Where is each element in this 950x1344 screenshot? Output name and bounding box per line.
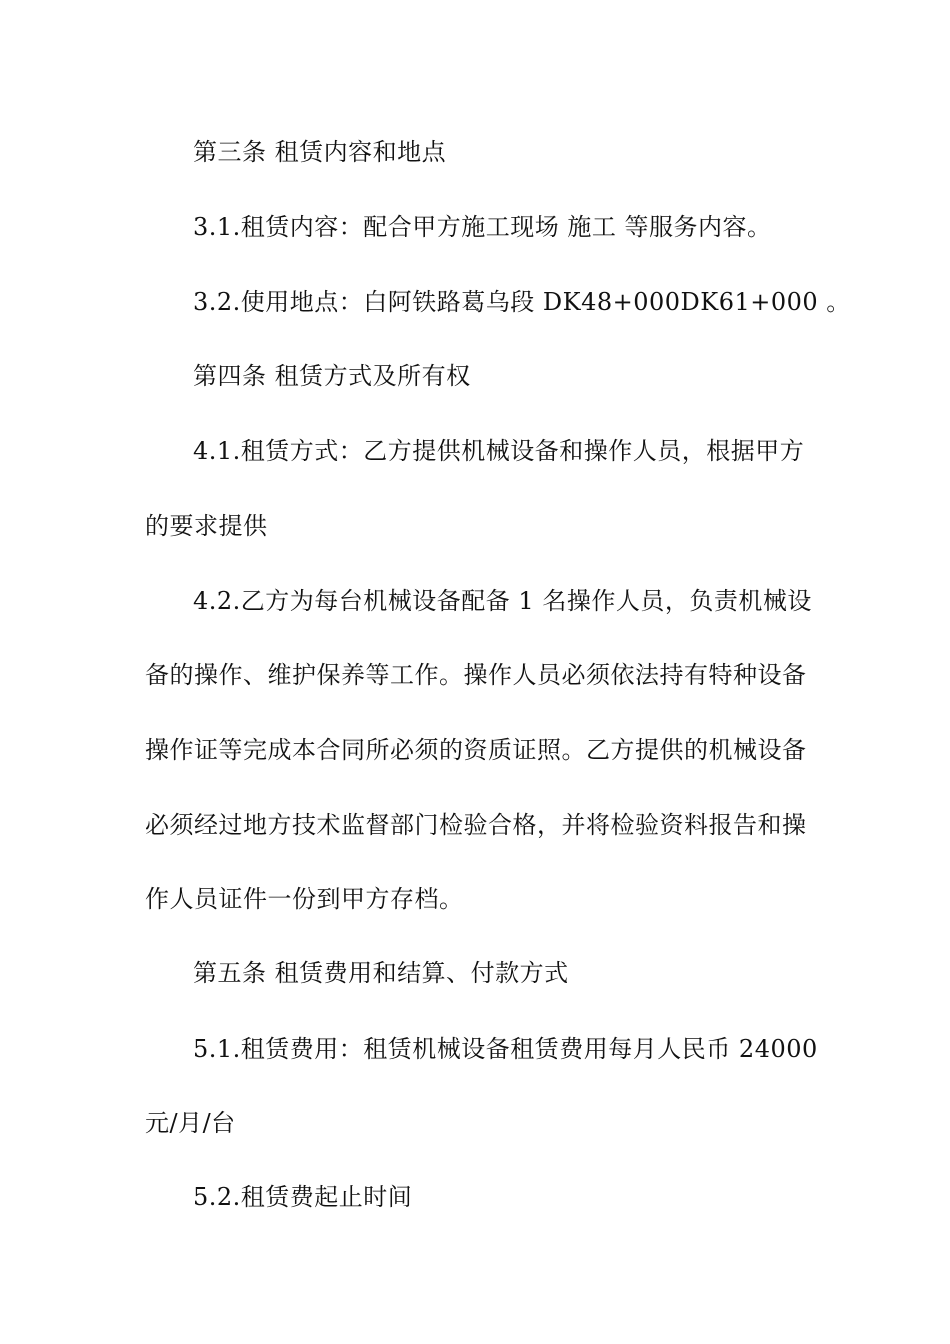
article-5-heading: 第五条 租赁费用和结算、付款方式	[193, 959, 569, 987]
article-4-heading: 第四条 租赁方式及所有权	[193, 362, 471, 390]
clause-4-2-line-1: 4.2.乙方为每台机械设备配备 1 名操作人员，负责机械设	[193, 587, 812, 615]
article-3-heading: 第三条 租赁内容和地点	[193, 138, 447, 166]
clause-5-2: 5.2.租赁费起止时间	[193, 1183, 413, 1211]
clause-4-1-line-1: 4.1.租赁方式：乙方提供机械设备和操作人员，根据甲方	[193, 437, 805, 465]
clause-5-1-line-1: 5.1.租赁费用：租赁机械设备租赁费用每月人民币 24000	[193, 1035, 818, 1063]
clause-3-2: 3.2.使用地点：白阿铁路葛乌段 DK48+000DK61+000 。	[193, 288, 851, 316]
clause-3-1: 3.1.租赁内容：配合甲方施工现场 施工 等服务内容。	[193, 213, 772, 241]
clause-5-1-line-2: 元/月/台	[145, 1109, 236, 1137]
clause-4-2-line-3: 操作证等完成本合同所必须的资质证照。乙方提供的机械设备	[145, 736, 807, 764]
clause-4-1-line-2: 的要求提供	[145, 512, 268, 540]
clause-4-2-line-4: 必须经过地方技术监督部门检验合格，并将检验资料报告和操	[145, 811, 807, 839]
clause-4-2-line-2: 备的操作、维护保养等工作。操作人员必须依法持有特种设备	[145, 661, 807, 689]
clause-4-2-line-5: 作人员证件一份到甲方存档。	[145, 885, 464, 913]
